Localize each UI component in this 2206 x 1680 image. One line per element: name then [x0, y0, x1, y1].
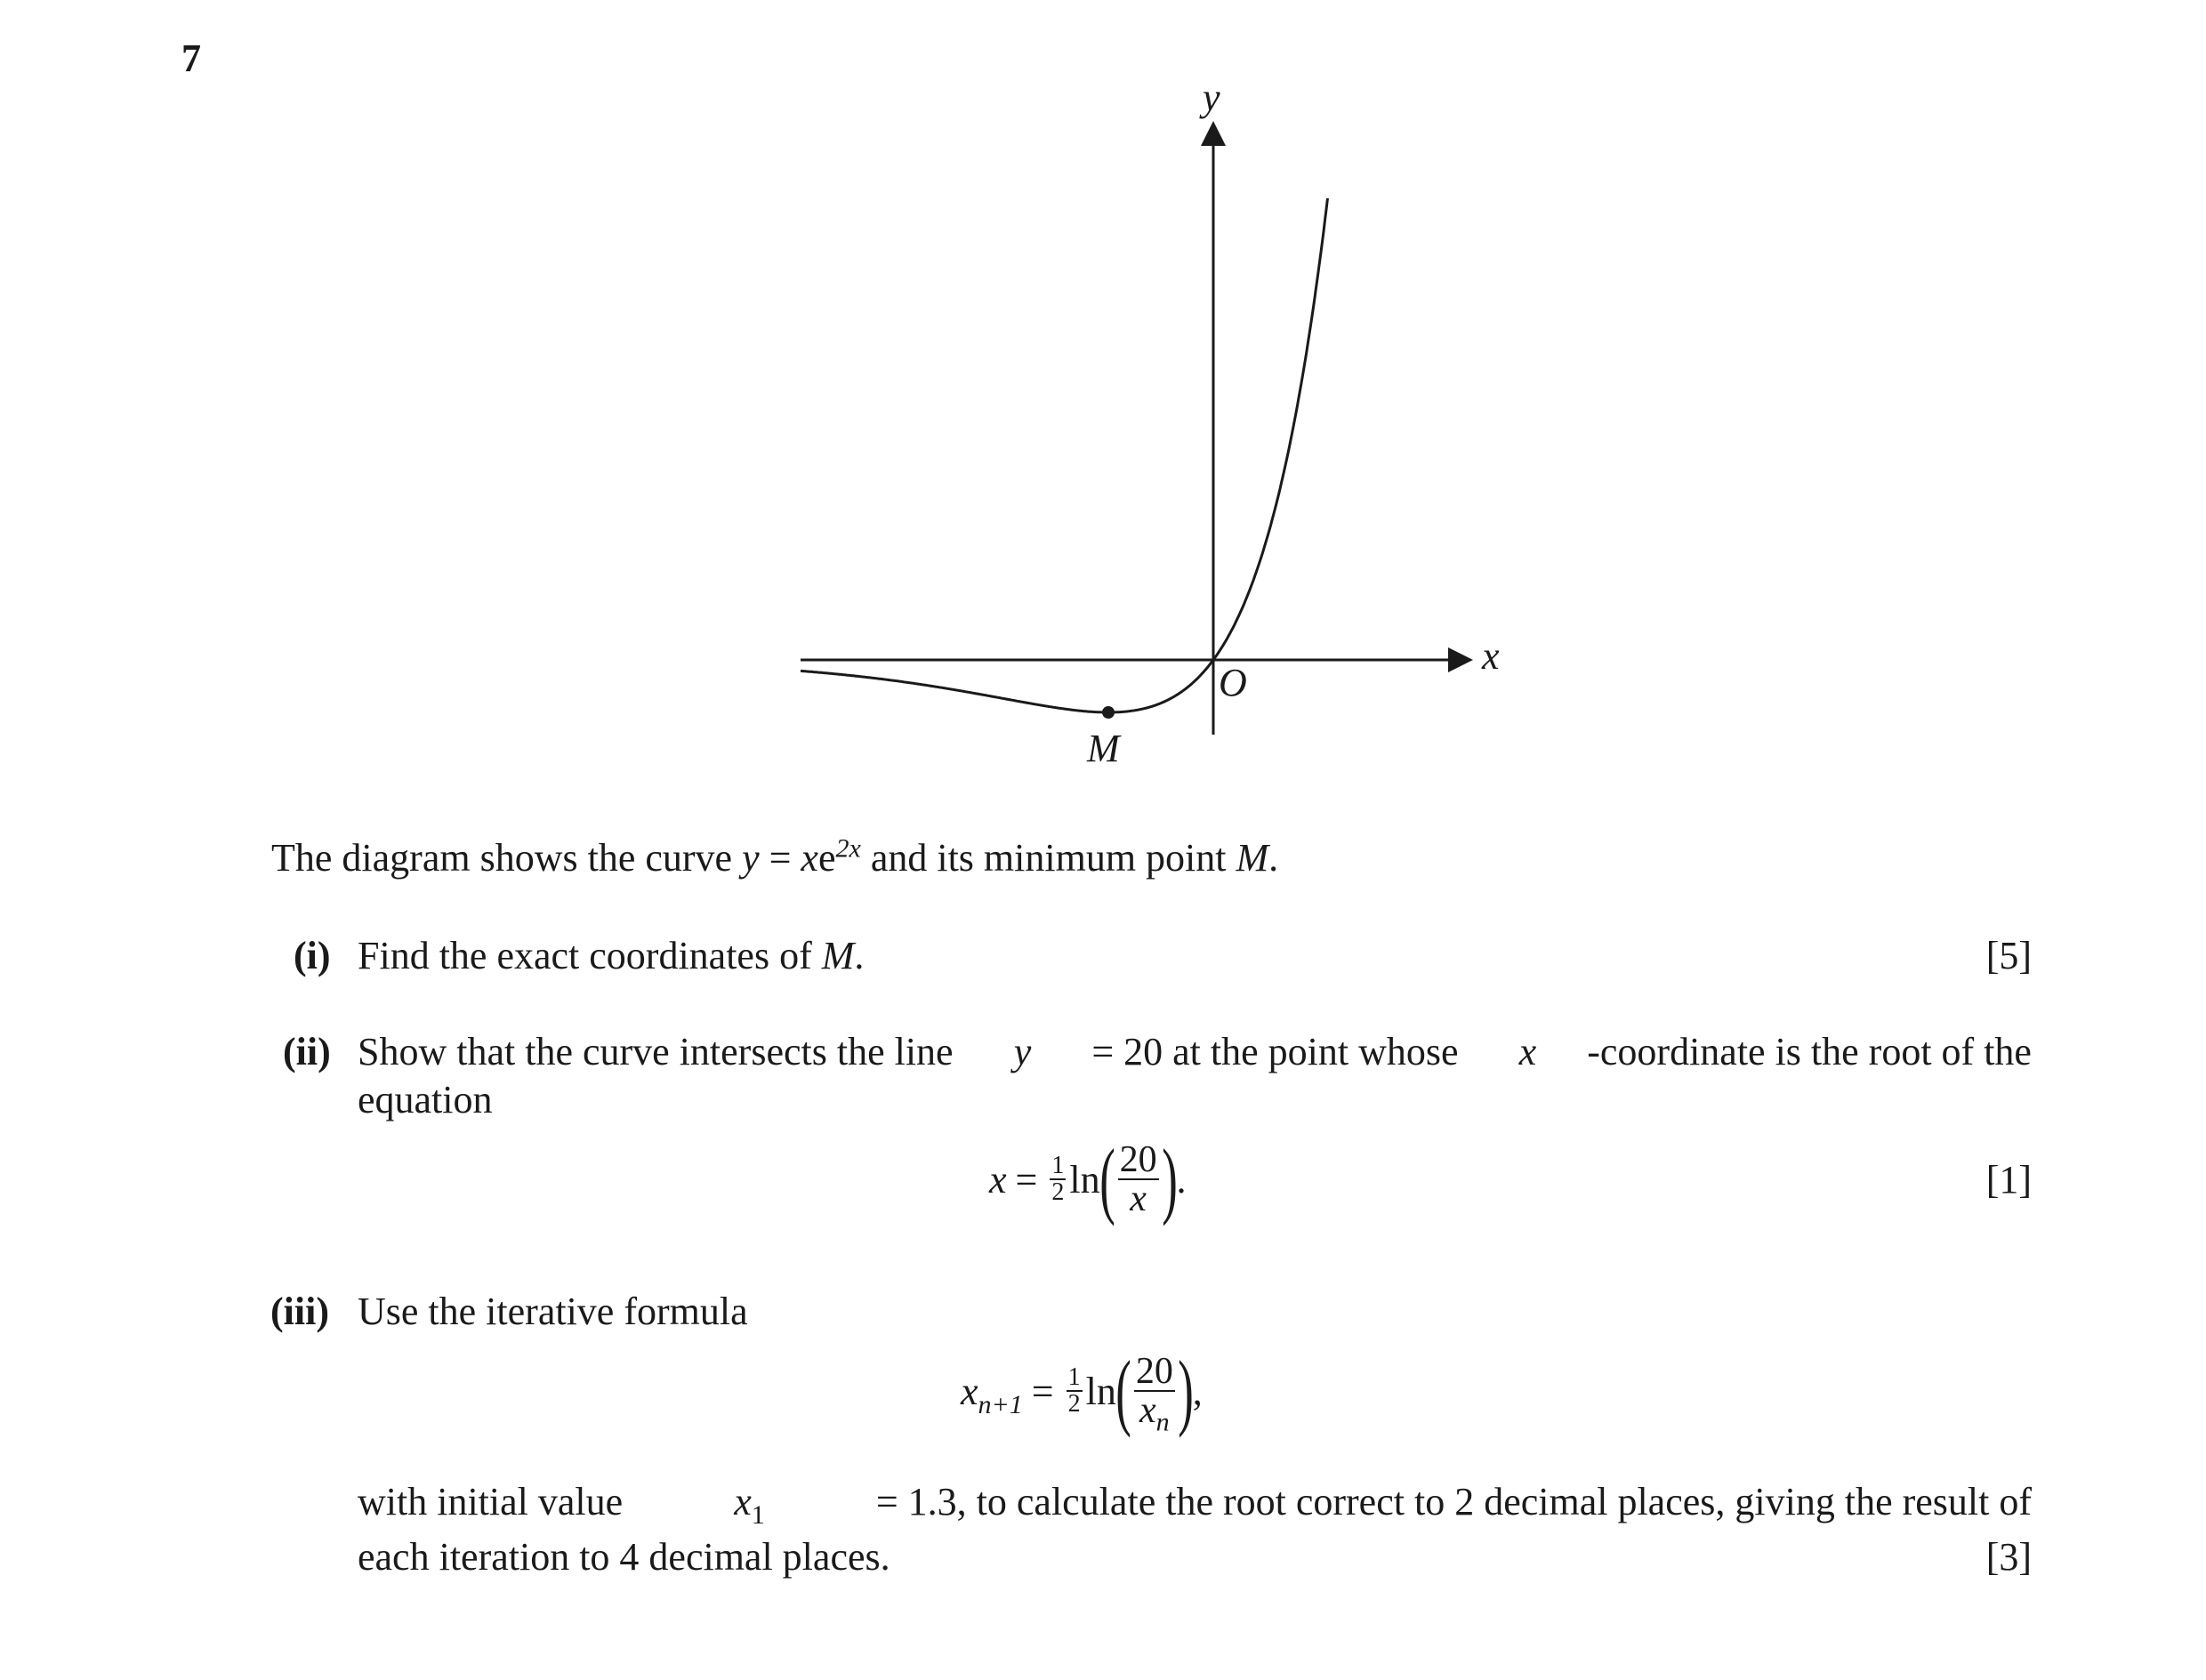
formula-ii-fraction	[1118, 1141, 1159, 1218]
intro-eq: =	[759, 836, 801, 880]
part-ii-marks: [1]	[1985, 1158, 2032, 1202]
question-number: 7	[181, 36, 201, 80]
formula-ii-den: x	[1130, 1178, 1147, 1219]
formula-iii-den-group	[1134, 1390, 1175, 1437]
part-iii-w1: with initial value	[358, 1480, 633, 1523]
part-iii-line1	[358, 1476, 2032, 1528]
formula-ii-end: .	[1176, 1157, 1187, 1202]
curve-path	[801, 198, 1328, 712]
formula-iii-ln: ln	[1085, 1369, 1116, 1413]
part-ii-y: y	[1013, 1030, 1032, 1073]
part-iii-text: Use the iterative formula	[358, 1290, 748, 1333]
formula-ii-half-den: 2	[1051, 1178, 1065, 1206]
part-iii-marks: [3]	[1985, 1535, 2032, 1579]
part-iii-x1-group	[734, 1476, 765, 1528]
formula-iii-eq: =	[1031, 1369, 1054, 1413]
minimum-point-M	[1102, 706, 1115, 719]
part-iii-x1-sub: 1	[751, 1499, 765, 1530]
formula-ii-eq: =	[1015, 1157, 1038, 1202]
x-axis-label: x	[1482, 634, 1500, 678]
point-label-M: M	[1087, 727, 1120, 770]
intro-M: M	[1236, 836, 1269, 880]
formula-iii-half	[1067, 1365, 1083, 1417]
formula-iii-fraction	[1134, 1351, 1175, 1437]
intro-text-2: and its minimum point	[860, 836, 1236, 880]
part-iii-line2: each iteration to 4 decimal places.	[358, 1535, 890, 1579]
intro-sentence	[271, 832, 1278, 884]
formula-iii-lhs-sub: n+1	[978, 1389, 1023, 1419]
formula-ii-half	[1050, 1153, 1066, 1205]
formula-iii-end: ,	[1192, 1369, 1203, 1413]
formula-iii-lparen: (	[1115, 1343, 1131, 1438]
part-i-label: (i)	[294, 934, 331, 977]
formula-ii-half-num: 1	[1051, 1152, 1065, 1179]
origin-label: O	[1219, 661, 1247, 704]
part-ii-t1: Show that the curve intersects the line	[358, 1030, 963, 1073]
x-axis-arrow	[1448, 647, 1473, 672]
formula-iii-den-sub: n	[1155, 1407, 1170, 1437]
part-ii-line1	[358, 1026, 2032, 1078]
part-ii-label: (ii)	[283, 1030, 331, 1073]
part-ii-line2: equation	[358, 1078, 493, 1121]
formula-ii-rparen: )	[1161, 1131, 1178, 1226]
part-i-period: .	[854, 934, 865, 977]
part-i-text	[358, 930, 864, 982]
formula-iii-half-num: 1	[1067, 1363, 1081, 1391]
part-i-body: Find the exact coordinates of	[358, 934, 822, 977]
formula-iii-lhs: x	[961, 1369, 978, 1413]
formula-ii-num: 20	[1119, 1139, 1157, 1180]
formula-iii-num: 20	[1135, 1351, 1173, 1392]
part-iii-w2: = 1.3, to calculate the root correct to 2 decimal places, giving the result of	[865, 1480, 2032, 1523]
intro-e: e	[817, 836, 836, 880]
part-ii-x: x	[1518, 1030, 1537, 1073]
intro-y: y	[742, 836, 760, 880]
formula-iii-den: x	[1139, 1390, 1156, 1431]
formula-iii-rparen: )	[1178, 1343, 1194, 1438]
part-ii-t2: = 20 at the point whose	[1082, 1030, 1469, 1073]
formula-ii-lparen: (	[1099, 1131, 1115, 1226]
intro-x: x	[801, 836, 818, 880]
formula-ii-ln: ln	[1069, 1157, 1100, 1202]
intro-exponent: 2x	[835, 833, 861, 864]
part-i-M: M	[821, 934, 855, 977]
formula-ii-lhs: x	[989, 1157, 1007, 1202]
part-iii-formula	[961, 1338, 1203, 1444]
part-ii-t3: -coordinate is the root of the	[1587, 1030, 2032, 1073]
part-ii-formula	[989, 1129, 1187, 1229]
intro-text-1: The diagram shows the curve	[271, 836, 743, 880]
part-iii-x1: x	[734, 1480, 752, 1523]
formula-iii-half-den: 2	[1067, 1390, 1081, 1418]
formula-iii-lhs-group	[961, 1369, 1023, 1419]
y-axis-arrow	[1201, 121, 1226, 146]
part-i-marks: [5]	[1985, 934, 2032, 977]
part-iii-label: (iii)	[270, 1290, 329, 1333]
y-axis-label: y	[1203, 76, 1220, 119]
intro-period: .	[1268, 836, 1279, 880]
